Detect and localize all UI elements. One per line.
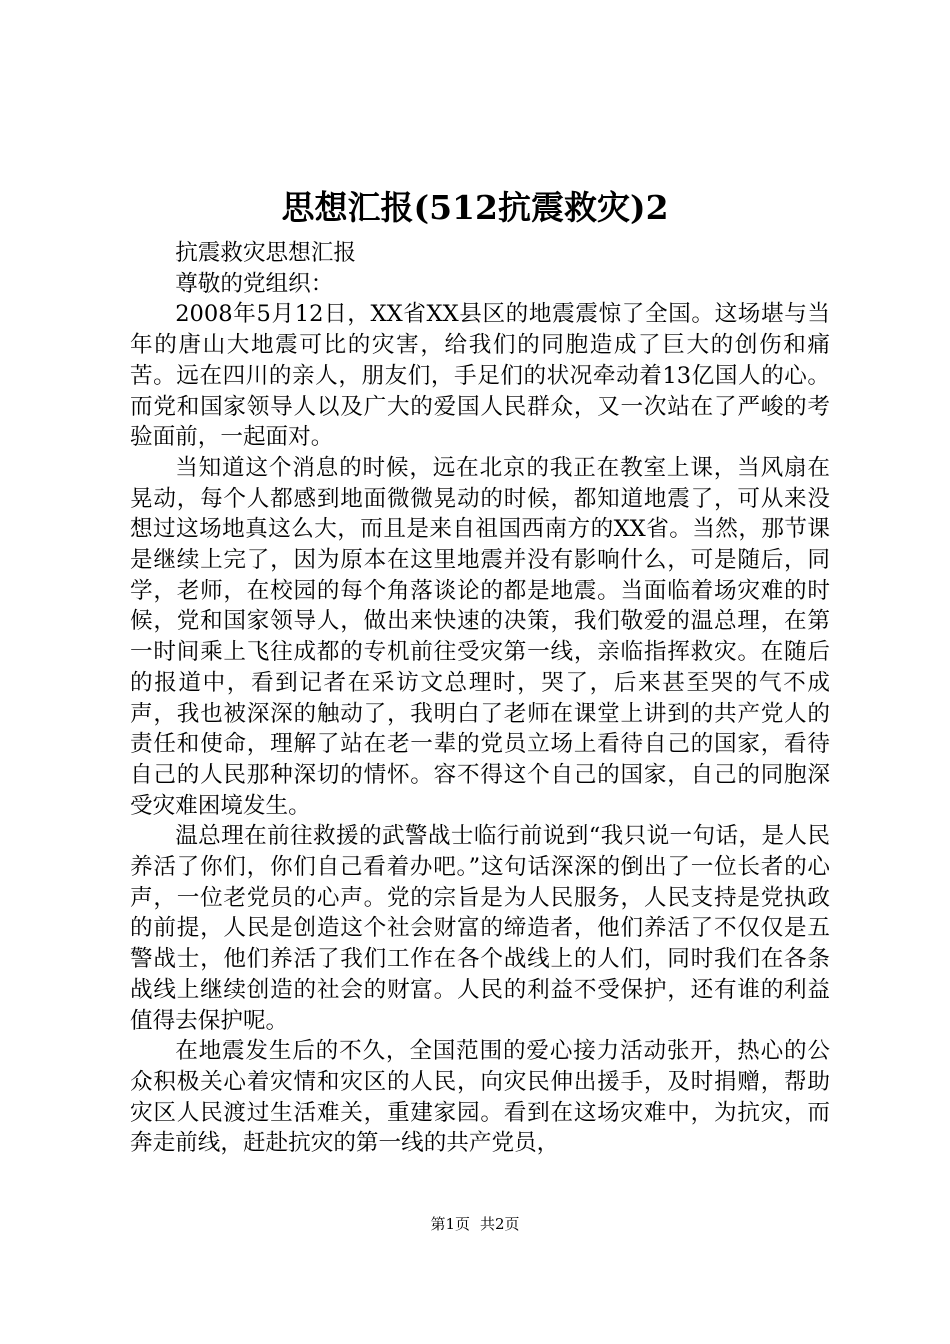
paragraph: 在地震发生后的不久，全国范围的爱心接力活动张开，热心的公众积极关心着灾情和灾区的人民，向灾民伸出援手，及时捐赠，帮助灾区人民渡过生活难关，重建家园。看到在这场灾难中，为抗灾，而奔走前线，赶赴抗灾的第一线的共产党员， [130, 1038, 830, 1157]
paragraph-subtitle: 抗震救灾思想汇报 [175, 240, 356, 266]
page-total: 共2页 [480, 1215, 520, 1233]
paragraph: 2008年5月12日，XX省XX县区的地震震惊了全国。这场堪与当年的唐山大地震可比的灾害，给我们的同胞造成了巨大的创伤和痛苦。远在四川的亲人，朋友们，手足们的状况牵动着13亿国人的心。而党和国家领导人以及广大的爱国人民群众，又一次站在了严峻的考验面前，一起面对。 [130, 301, 830, 451]
paragraph-salutation: 尊敬的党组织： [175, 270, 334, 297]
page-number: 第1页 [430, 1215, 470, 1233]
paragraph: 当知道这个消息的时候，远在北京的我正在教室上课，当风扇在晃动，每个人都感到地面微微晃动的时候，都知道地震了，可从来没想过这场地真这么大，而且是来自祖国西南方的XX省。当然，那节课是继续上完了，因为原本在这里地震并没有影响什么，可是随后，同学，老师，在校园的每个角落谈论的都是地震。当面临着场灾难的时候，党和国家领导人，做出来快速的决策，我们敬爱的温总理，在第一时间乘上飞往成都的专机前往受灾第一线，亲临指挥救灾。在随后的报道中，看到记者在采访文总理时，哭了，后来甚至哭的气不成声，我也被深深的触动了，我明白了老师在课堂上讲到的共产党人的责任和使命，理解了站在老一辈的党员立场上看待自己的国家，看待自己的人民那种深切的情怀。容不得这个自己的国家，自己的同胞深受灾难困境发生。 [130, 454, 830, 819]
page-footer [0, 1213, 950, 1235]
paragraph: 温总理在前往救援的武警战士临行前说到“我只说一句话，是人民养活了你们，你们自己看着办吧。”这句话深深的倒出了一位长者的心声，一位老党员的心声。党的宗旨是为人民服务，人民支持是党执政的前提，人民是创造这个社会财富的缔造者，他们养活了不仅仅是五警战士，他们养活了我们工作在各个战线上的人们，同时我们在各条战线上继续创造的社会的财富。人民的利益不受保护，还有谁的利益值得去保护呢。 [130, 823, 830, 1034]
document-title: 思想汇报(512抗震救灾)2 [281, 188, 669, 227]
document-body [130, 238, 830, 1159]
